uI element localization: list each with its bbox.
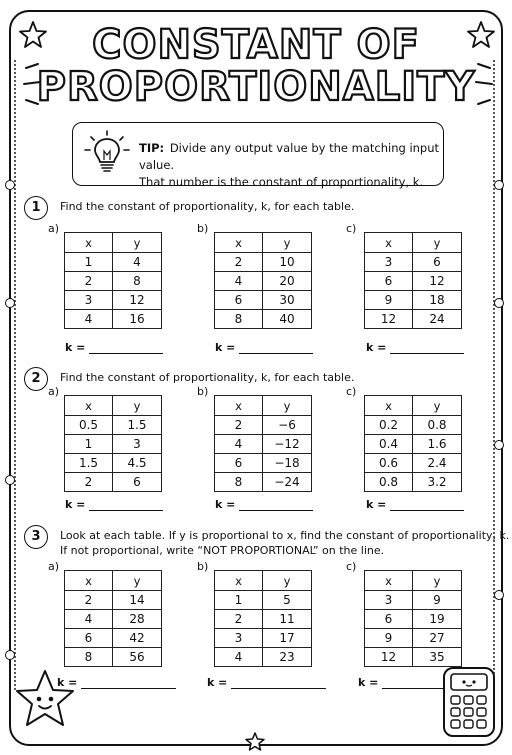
table-cell: 11 [263, 610, 312, 629]
table-row [65, 310, 162, 329]
table-row [365, 591, 462, 610]
table-cell: 4 [65, 310, 113, 329]
part-label: c) [346, 385, 357, 398]
part-label: b) [197, 560, 209, 573]
table-cell: −18 [263, 454, 312, 473]
k-answer-line[interactable] [89, 342, 163, 354]
k-answer [366, 498, 464, 511]
table-cell: 42 [113, 629, 162, 648]
k-label: k = [215, 498, 236, 511]
table-cell: 3.2 [413, 473, 462, 492]
xy-table [364, 570, 462, 667]
table-cell: 19 [413, 610, 462, 629]
xy-table [64, 395, 162, 492]
table-cell: 2 [65, 473, 113, 492]
table-row [365, 648, 462, 667]
table-row [365, 253, 462, 272]
table-cell: 0.5 [65, 416, 113, 435]
table-row [365, 291, 462, 310]
question-number: 2 [24, 367, 48, 391]
table-cell: 12 [365, 648, 413, 667]
table-cell: 12 [113, 291, 162, 310]
table-cell: 24 [413, 310, 462, 329]
tip-label: TIP: [139, 141, 165, 155]
table-cell: 1 [215, 591, 263, 610]
table-cell: 16 [113, 310, 162, 329]
k-answer [65, 498, 163, 511]
xy-table [364, 395, 462, 492]
table-header-cell: x [65, 233, 113, 253]
question-number: 1 [24, 196, 48, 220]
table-row [365, 416, 462, 435]
table-header-cell: y [413, 233, 462, 253]
table-cell: 0.8 [413, 416, 462, 435]
table-row [365, 435, 462, 454]
table-header-cell: x [365, 396, 413, 416]
table-header-cell: y [263, 571, 312, 591]
table-row [215, 648, 312, 667]
table-cell: 4 [65, 610, 113, 629]
table-cell: 27 [413, 629, 462, 648]
table-row [215, 416, 312, 435]
xy-table [214, 395, 312, 492]
table-header-cell: y [263, 233, 312, 253]
k-answer-line[interactable] [239, 499, 313, 511]
tip-line-2: That number is the constant of proportionality, k. [139, 175, 424, 189]
star-icon [245, 732, 265, 752]
border-dot [494, 440, 504, 450]
table-cell: 4.5 [113, 454, 162, 473]
table-cell: 17 [263, 629, 312, 648]
table-row [215, 435, 312, 454]
calculator-icon [440, 665, 500, 740]
table-header-row [215, 571, 312, 591]
xy-table [64, 232, 162, 329]
table-cell: 6 [365, 610, 413, 629]
table-row [65, 253, 162, 272]
table-cell: 4 [215, 435, 263, 454]
table-cell: 4 [215, 272, 263, 291]
table-cell: 2 [215, 610, 263, 629]
table-header-cell: y [263, 396, 312, 416]
table-cell: 0.4 [365, 435, 413, 454]
border-dot [494, 180, 504, 190]
table-cell: 12 [365, 310, 413, 329]
table-cell: 10 [263, 253, 312, 272]
table-header-row [365, 233, 462, 253]
lightbulb-icon [83, 129, 131, 177]
table-row [215, 291, 312, 310]
table-cell: 1.5 [113, 416, 162, 435]
k-label: k = [358, 676, 379, 689]
table-cell: 35 [413, 648, 462, 667]
table-row [365, 272, 462, 291]
part-label: b) [197, 222, 209, 235]
table-cell: 6 [215, 454, 263, 473]
instruction-line-1: Find the constant of proportionality, k, for each table. [60, 371, 355, 384]
k-answer-line[interactable] [390, 342, 464, 354]
table-cell: 28 [113, 610, 162, 629]
table-row [65, 591, 162, 610]
table-cell: 3 [365, 253, 413, 272]
tip-line-1: Divide any output value by the matching input value. [139, 141, 440, 172]
table-header-cell: x [365, 571, 413, 591]
table-cell: 3 [113, 435, 162, 454]
part-label: c) [346, 560, 357, 573]
table-row [65, 629, 162, 648]
table-cell: 4 [215, 648, 263, 667]
k-label: k = [65, 498, 86, 511]
k-answer [366, 341, 464, 354]
table-cell: 5 [263, 591, 312, 610]
part-label: c) [346, 222, 357, 235]
table-cell: 0.6 [365, 454, 413, 473]
xy-table [64, 570, 162, 667]
border-dot [5, 298, 15, 308]
part-label: b) [197, 385, 209, 398]
table-cell: 8 [113, 272, 162, 291]
table-header-row [365, 396, 462, 416]
table-row [65, 473, 162, 492]
tip-text [139, 140, 443, 191]
xy-table [214, 232, 312, 329]
k-answer-line[interactable] [89, 499, 163, 511]
table-header-cell: x [65, 396, 113, 416]
table-row [215, 272, 312, 291]
table-header-cell: y [413, 396, 462, 416]
table-cell: 12 [413, 272, 462, 291]
part-label: a) [48, 222, 60, 235]
border-dot [5, 475, 15, 485]
table-row [215, 610, 312, 629]
table-row [65, 435, 162, 454]
table-header-cell: x [215, 571, 263, 591]
table-row [365, 454, 462, 473]
table-cell: 6 [365, 272, 413, 291]
k-answer [215, 498, 313, 511]
table-cell: 8 [65, 648, 113, 667]
table-row [215, 473, 312, 492]
table-row [65, 272, 162, 291]
table-cell: −12 [263, 435, 312, 454]
part-label: a) [48, 560, 60, 573]
table-header-cell: x [65, 571, 113, 591]
table-header-row [365, 571, 462, 591]
tip-box [72, 122, 444, 189]
table-header-row [215, 233, 312, 253]
table-header-row [65, 571, 162, 591]
table-cell: 3 [365, 591, 413, 610]
k-answer-line[interactable] [239, 342, 313, 354]
border-dot [494, 298, 504, 308]
table-row [65, 648, 162, 667]
table-cell: 8 [215, 310, 263, 329]
table-cell: 6 [65, 629, 113, 648]
part-label: a) [48, 385, 60, 398]
table-row [65, 610, 162, 629]
table-cell: 56 [113, 648, 162, 667]
k-answer-line[interactable] [231, 677, 326, 689]
table-header-cell: y [113, 396, 162, 416]
k-answer [65, 341, 163, 354]
question-instruction [60, 199, 354, 214]
table-header-cell: x [215, 396, 263, 416]
table-cell: 30 [263, 291, 312, 310]
table-cell: 6 [413, 253, 462, 272]
xy-table [364, 232, 462, 329]
table-row [215, 310, 312, 329]
table-header-cell: x [365, 233, 413, 253]
title-line-1: CONSTANT OF [92, 22, 420, 68]
table-row [65, 454, 162, 473]
table-cell: 40 [263, 310, 312, 329]
question-number: 3 [24, 525, 48, 549]
k-label: k = [207, 676, 228, 689]
table-cell: 2 [65, 272, 113, 291]
table-cell: 3 [65, 291, 113, 310]
table-header-cell: y [113, 571, 162, 591]
xy-table [214, 570, 312, 667]
table-cell: 0.2 [365, 416, 413, 435]
table-header-cell: x [215, 233, 263, 253]
k-label: k = [215, 341, 236, 354]
question-instruction [60, 528, 509, 558]
table-row [365, 610, 462, 629]
table-row [65, 416, 162, 435]
left-dotted-border [14, 60, 16, 690]
table-header-cell: y [413, 571, 462, 591]
table-cell: 18 [413, 291, 462, 310]
table-row [215, 454, 312, 473]
table-cell: 4 [113, 253, 162, 272]
table-header-row [215, 396, 312, 416]
table-header-row [65, 233, 162, 253]
border-dot [5, 180, 15, 190]
question-instruction [60, 370, 354, 385]
table-header-row [65, 396, 162, 416]
table-cell: 2.4 [413, 454, 462, 473]
table-cell: 1 [65, 253, 113, 272]
table-cell: 9 [365, 291, 413, 310]
table-cell: 6 [215, 291, 263, 310]
table-cell: −24 [263, 473, 312, 492]
table-cell: 14 [113, 591, 162, 610]
k-answer [207, 676, 326, 689]
title-line-2: PROPORTIONALITY [36, 64, 476, 110]
table-row [365, 310, 462, 329]
k-label: k = [65, 341, 86, 354]
table-cell: 1 [65, 435, 113, 454]
table-cell: 20 [263, 272, 312, 291]
table-header-cell: y [113, 233, 162, 253]
k-answer-line[interactable] [81, 677, 176, 689]
table-cell: 1.6 [413, 435, 462, 454]
instruction-line-1: Find the constant of proportionality, k, for each table. [60, 200, 355, 213]
table-cell: 1.5 [65, 454, 113, 473]
table-row [65, 291, 162, 310]
table-row [365, 629, 462, 648]
table-cell: 2 [215, 416, 263, 435]
table-row [215, 253, 312, 272]
instruction-line-1: Look at each table. If y is proportional to x, find the constant of proportionality, k. [60, 529, 510, 542]
table-cell: 2 [65, 591, 113, 610]
table-cell: −6 [263, 416, 312, 435]
k-label: k = [57, 676, 78, 689]
table-cell: 9 [413, 591, 462, 610]
border-dot [5, 650, 15, 660]
table-cell: 9 [365, 629, 413, 648]
k-label: k = [366, 498, 387, 511]
table-row [365, 473, 462, 492]
table-row [215, 591, 312, 610]
border-dot [494, 590, 504, 600]
instruction-line-2: If not proportional, write “NOT PROPORTIONAL” on the line. [60, 544, 385, 557]
k-answer [215, 341, 313, 354]
k-label: k = [366, 341, 387, 354]
table-row [215, 629, 312, 648]
table-cell: 0.8 [365, 473, 413, 492]
table-cell: 23 [263, 648, 312, 667]
table-cell: 6 [113, 473, 162, 492]
table-cell: 8 [215, 473, 263, 492]
smiling-star-icon [14, 668, 76, 730]
table-cell: 3 [215, 629, 263, 648]
k-answer-line[interactable] [390, 499, 464, 511]
table-cell: 2 [215, 253, 263, 272]
